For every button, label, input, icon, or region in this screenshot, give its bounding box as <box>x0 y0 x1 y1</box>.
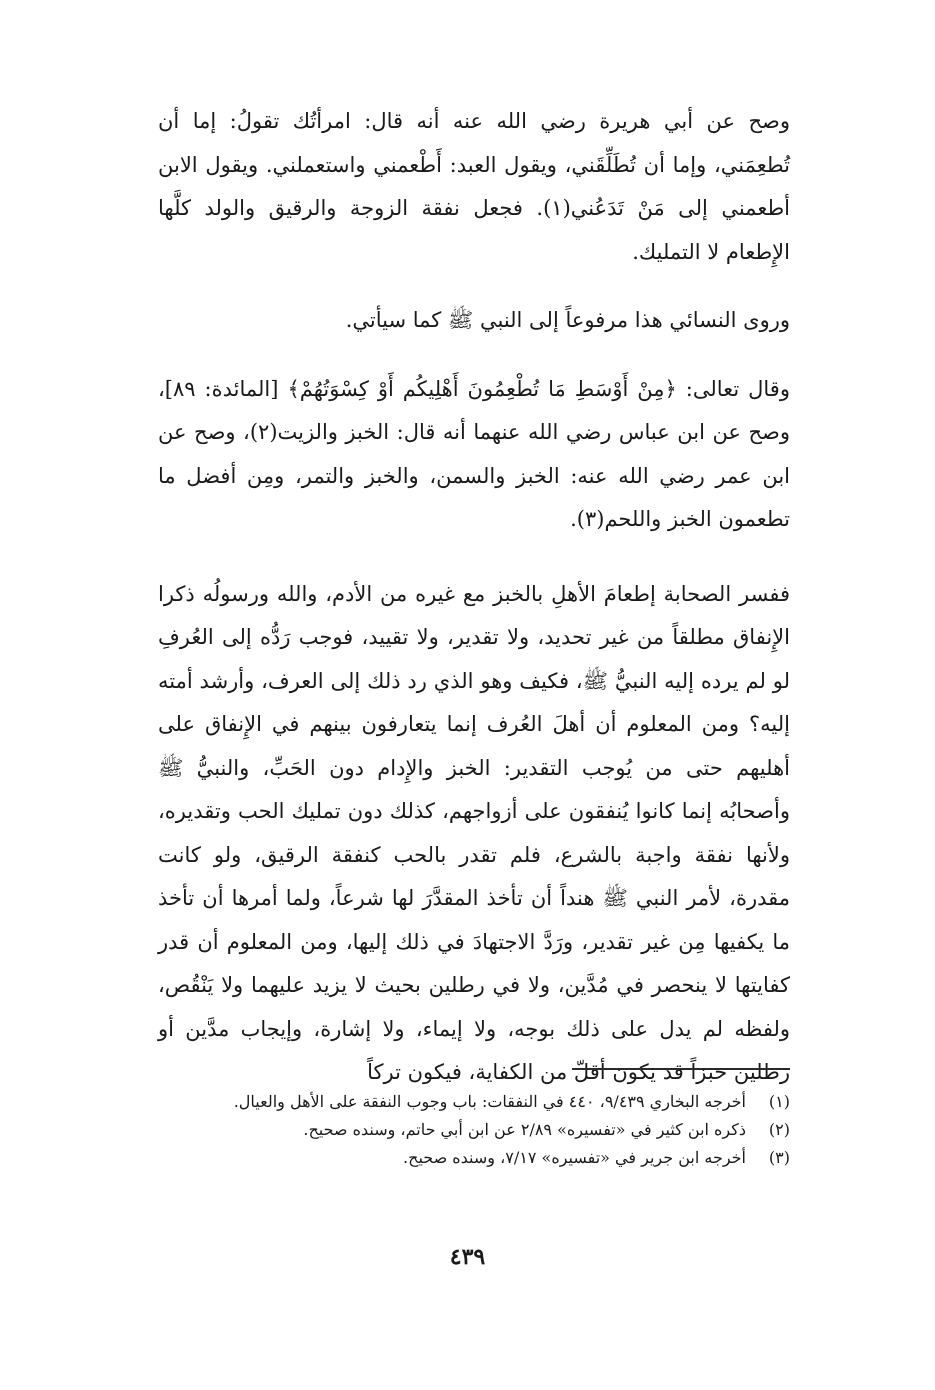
footnote-text: أخرجه ابن جرير في «تفسيره» ٧/١٧، وسنده صحيح. <box>403 1148 746 1167</box>
footnote-number: (٢) <box>768 1120 790 1139</box>
paragraph-abu-hurayra: وصح عن أبي هريرة رضي الله عنه أنه قال: امرأتُك تقولُ: إما أن تُطعِمَني، وإما أن تُطَلِّقَني، ويقول العبد: أَطْعمني واستعملني. ويقول الابن أطعمني إلى مَنْ تَدَعُني(١). فجعل نفقة الزوجة والرقيق والولد كلَّها الإِطعام لا التمليك. <box>158 109 790 264</box>
footnote-number: (١) <box>768 1092 790 1111</box>
page-number: ٤٣٩ <box>449 1244 486 1270</box>
footnote-item <box>158 1088 790 1116</box>
footnote-text: ذكره ابن كثير في «تفسيره» ٢/٨٩ عن ابن أبي حاتم، وسنده صحيح. <box>303 1120 746 1139</box>
main-text <box>158 100 790 1095</box>
footnote-number: (٣) <box>768 1148 790 1167</box>
footnote-item <box>158 1116 790 1144</box>
paragraph-quran-verse: وقال تعالى: ﴿مِنْ أَوْسَطِ مَا تُطْعِمُونَ أَهْلِيكُم أَوْ كِسْوَتُهُمْ﴾ [المائدة: ٨٩]، وصح عن ابن عباس رضي الله عنهما أنه قال: الخبز والزيت(٢)، وصح عن ابن عمر رضي الله عنه: الخبز والسمن، والخبز والتمر، ومِن أفضل ما تطعمون الخبز واللحم(٣). <box>158 376 790 531</box>
footnote-divider <box>572 1068 790 1070</box>
paragraph-tafsir-sahaba: ففسر الصحابة إطعامَ الأهلِ بالخبز مع غيره من الأدم، والله ورسولُه ذكرا الإِنفاق مطلقاً من غير تحديد، ولا تقدير، ولا تقييد، فوجب رَدُّه إلى العُرفِ لو لم يرده إليه النبيُّ ﷺ، فكيف وهو الذي رد ذلك إلى العرف، وأرشد أمته إليه؟ ومن المعلوم أن أهلَ العُرف إنما يتعارفون بينهم في الإِنفاق على أهليهم حتى من يُوجب التقدير: الخبز والإِدام دون الحَبِّ، والنبيُّ ﷺ وأصحابُه إنما كانوا يُنفقون على أزواجهم، كذلك دون تمليك الحب وتقديره، ولأنها نفقة واجبة بالشرع، فلم تقدر بالحب كنفقة الرقيق، ولو كانت مقدرة، لأمر النبي ﷺ هنداً أن تأخذ المقدَّرَ لها شرعاً، ولما أمرها أن تأخذ ما يكفيها مِن غير تقدير، ورَدَّ الاجتهادَ في ذلك إليها، ومن المعلوم أن قدر كفايتها لا ينحصر في مُدَّين، ولا في رطلين بحيث لا يزيد عليهما ولا يَنْقُص، ولفظه لم يدل على ذلك بوجه، ولا إيماء، ولا إشارة، وإيجاب مدَّين أو رطلين خبزاً قد يكون أقلّ من الكفاية، فيكون تركاً <box>158 581 790 1084</box>
footnote-item <box>158 1144 790 1172</box>
footnotes <box>158 1088 790 1172</box>
paragraph-nasai: وروى النسائي هذا مرفوعاً إلى النبي ﷺ كما سيأتي. <box>345 308 790 332</box>
footnote-text: أخرجه البخاري ٩/٤٣٩، ٤٤٠ في النفقات: باب وجوب النفقة على الأهل والعيال. <box>233 1092 746 1111</box>
